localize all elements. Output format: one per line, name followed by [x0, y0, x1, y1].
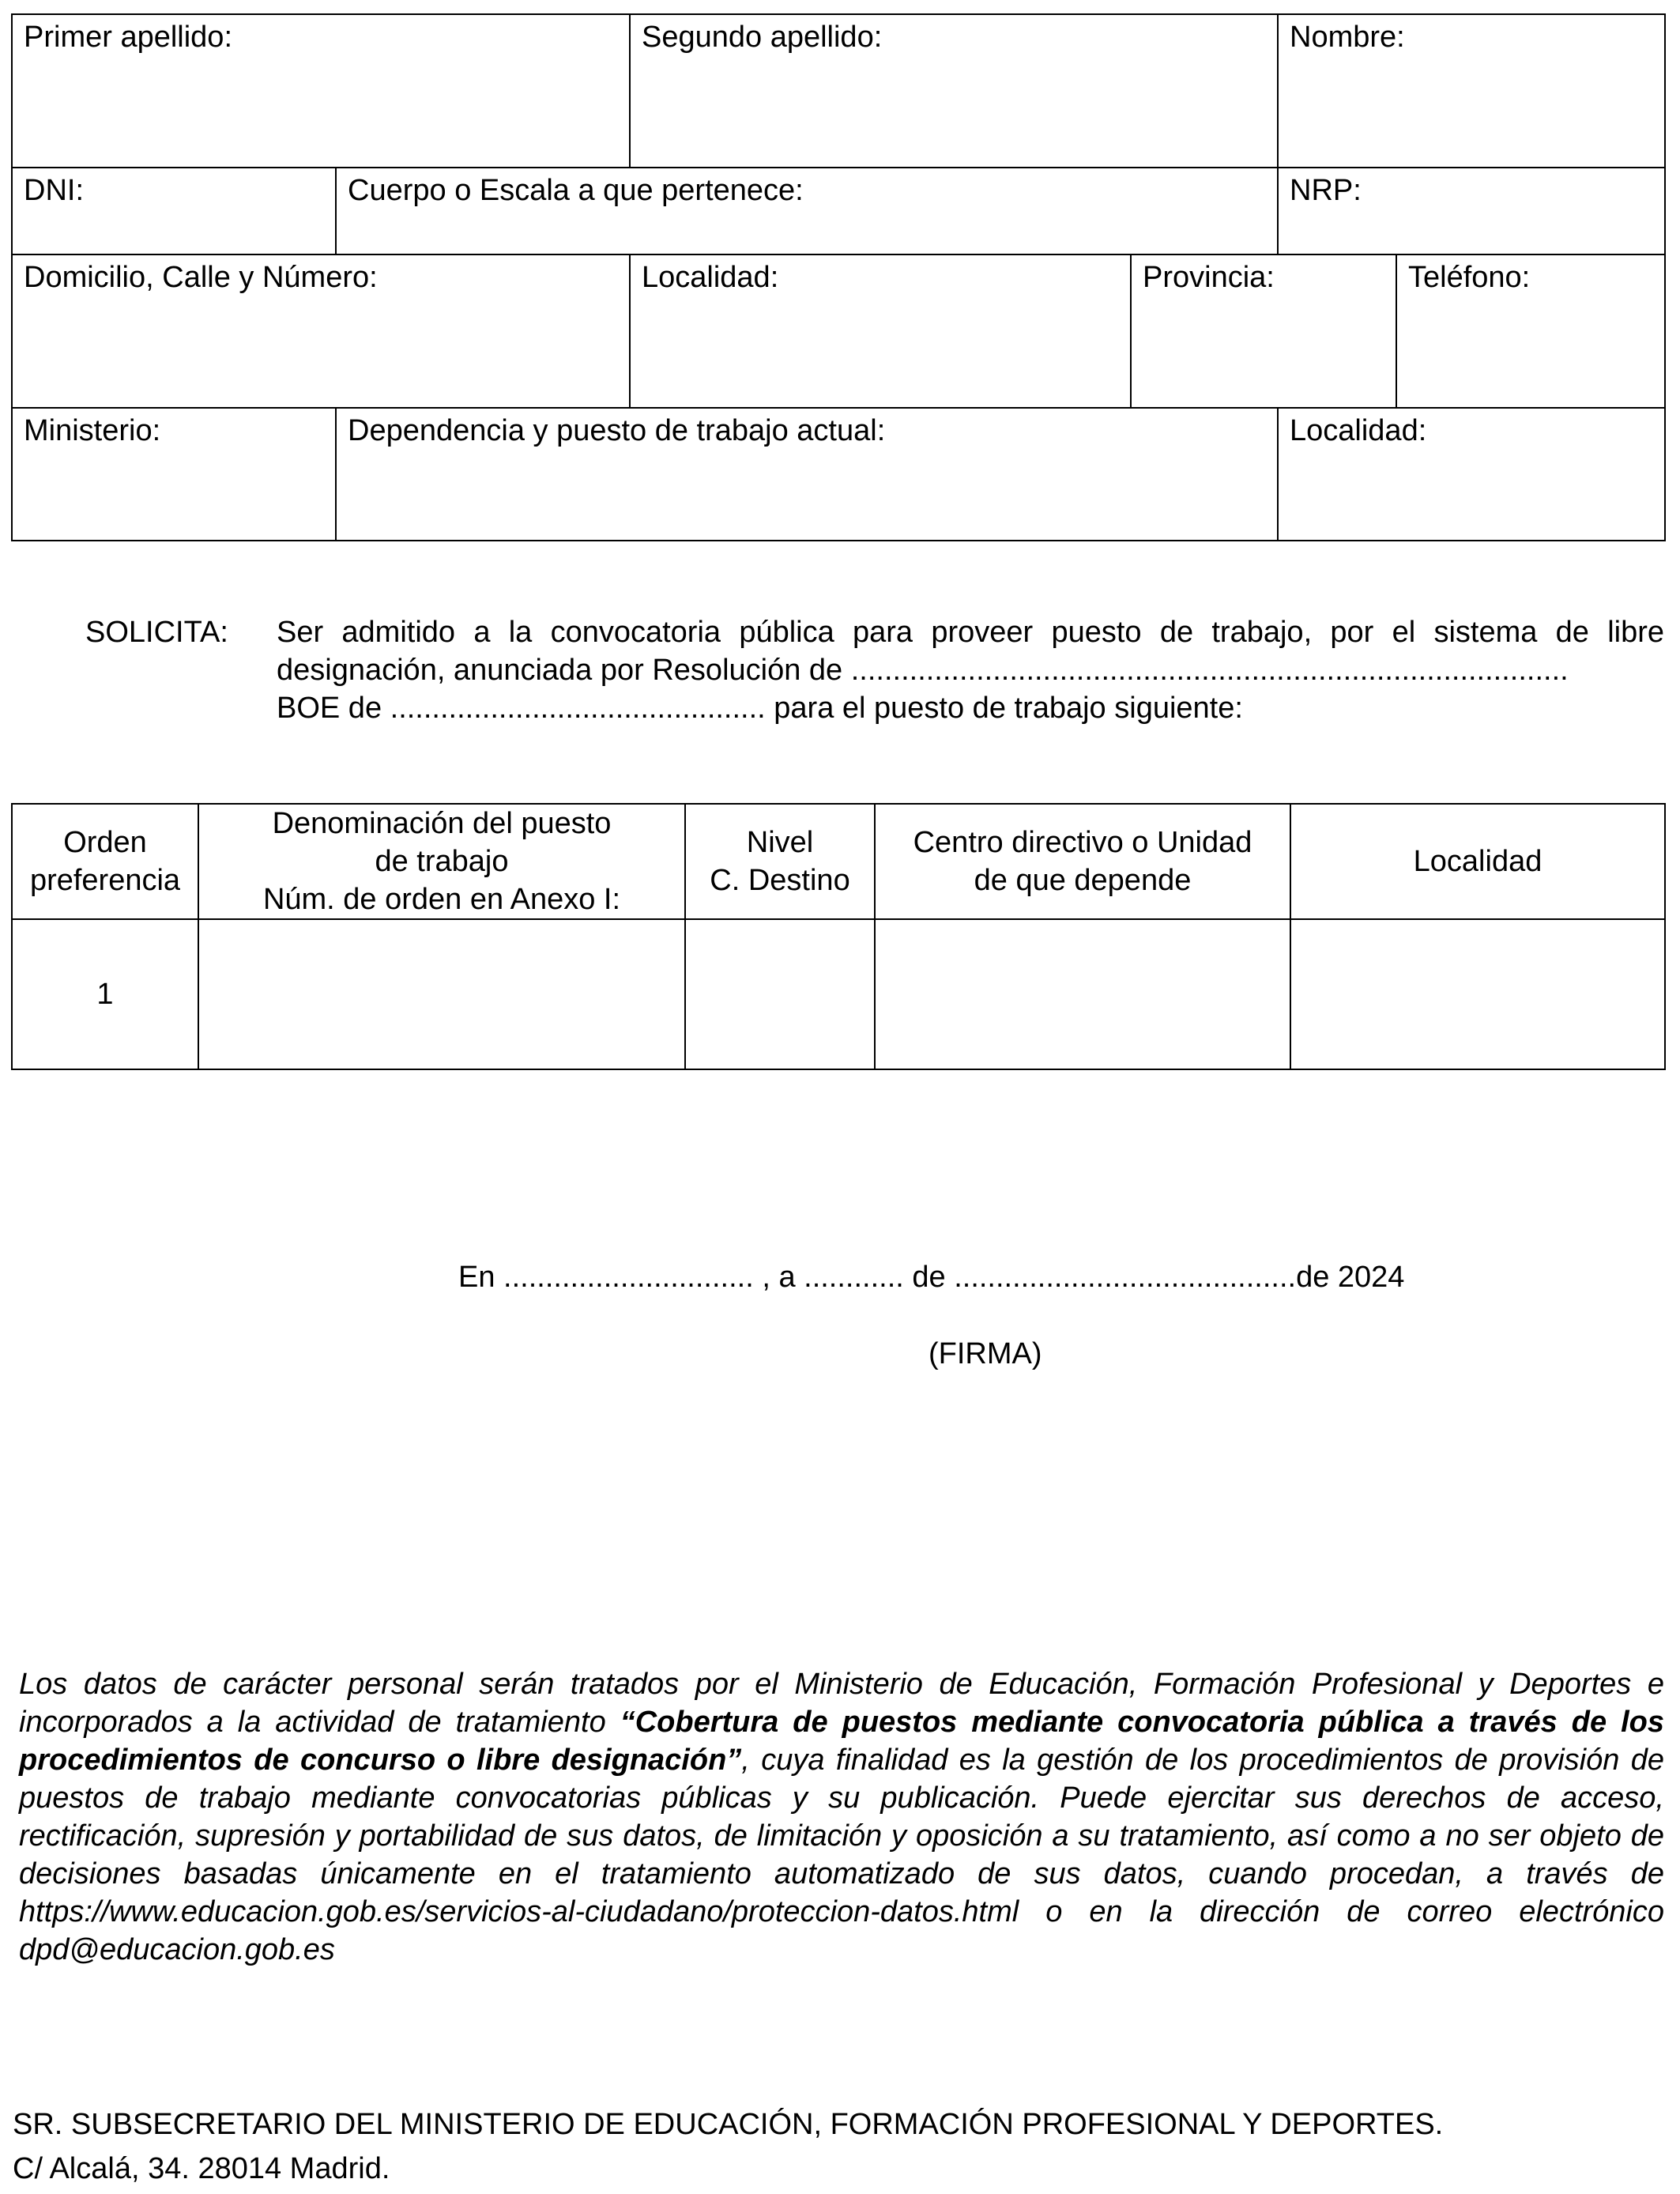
dependencia-label: Dependencia y puesto de trabajo actual:: [348, 414, 886, 447]
solicita-line-2: designación, anunciada por Resolución de ......................................................................................: [277, 654, 1569, 687]
localidad-trabajo-field[interactable]: [1278, 408, 1665, 541]
dni-field[interactable]: [12, 168, 336, 254]
header-denominacion: [198, 804, 685, 919]
localidad-field[interactable]: [630, 254, 1131, 408]
personal-row-job: [12, 408, 1665, 541]
solicita-line-3: BOE de ............................................. para el puesto de trabajo siguiente:: [277, 692, 1243, 725]
header-centro-line: Centro directivo o Unidad: [913, 826, 1252, 859]
privacy-treatment-name: “Cobertura de puestos mediante convocatoria pública a través de los procedimientos de concurso o libre designación”: [19, 1706, 1664, 1777]
denominacion-cell[interactable]: [198, 919, 685, 1069]
header-nivel: [685, 804, 875, 919]
personal-row-address: [12, 254, 1665, 408]
header-denominacion-line: de trabajo: [375, 845, 509, 878]
cuerpo-label: Cuerpo o Escala a que pertenece:: [348, 174, 804, 207]
cuerpo-field[interactable]: [336, 168, 1278, 254]
positions-header-row: [12, 804, 1665, 919]
addressee-line-1: SR. SUBSECRETARIO DEL MINISTERIO DE EDUCACIÓN, FORMACIÓN PROFESIONAL Y DEPORTES.: [13, 2108, 1444, 2141]
privacy-text-part2: , cuya finalidad es la gestión de los procedimientos de provisión de puestos de trabajo mediante convocatorias públicas y su publicación. Puede ejercitar sus derechos de acceso, rectificación, supresión y portabilidad de sus datos, de limitación y oposición a su tratamiento, así como a no ser objeto de decisiones basadas únicamente en el tratamiento automatizado de sus datos, cuando procedan, a través de https://www.educacion.gob.es/servicios-al-ciudadano/proteccion-datos.html o en la dirección de correo electrónico dpd@educacion.gob.es: [19, 1744, 1664, 1966]
firma-label: (FIRMA): [929, 1337, 1042, 1370]
privacy-text-part1: Los datos de carácter personal serán tratados por el Ministerio de Educación, Formación Profesional y Deportes e incorporados a la actividad de tratamiento: [19, 1668, 1664, 1739]
header-denominacion-line: Denominación del puesto: [272, 807, 612, 840]
nombre-label: Nombre:: [1290, 21, 1405, 54]
header-localidad: [1290, 804, 1665, 919]
localidad-cell[interactable]: [1290, 919, 1665, 1069]
nrp-field[interactable]: [1278, 168, 1665, 254]
header-orden-line: Orden: [63, 826, 147, 859]
positions-table: [11, 803, 1666, 1070]
privacy-notice: [19, 1665, 1664, 1969]
addressee-line-2: C/ Alcalá, 34. 28014 Madrid.: [13, 2152, 390, 2185]
domicilio-label: Domicilio, Calle y Número:: [24, 261, 378, 294]
segundo-apellido-field[interactable]: [630, 14, 1278, 168]
date-line: En .............................. , a ............ de .........................................de 2024: [458, 1261, 1405, 1294]
segundo-apellido-label: Segundo apellido:: [642, 21, 883, 54]
header-denominacion-line: Núm. de orden en Anexo I:: [262, 883, 621, 916]
table-row: [12, 919, 1665, 1069]
localidad-label: Localidad:: [642, 261, 779, 294]
dni-label: DNI:: [24, 174, 84, 207]
nivel-cell[interactable]: [685, 919, 875, 1069]
header-nivel-line: Nivel: [746, 826, 814, 859]
provincia-field[interactable]: [1131, 254, 1396, 408]
domicilio-field[interactable]: [12, 254, 630, 408]
header-centro: [875, 804, 1290, 919]
ministerio-field[interactable]: [12, 408, 336, 541]
personal-row-names: [12, 14, 1665, 168]
primer-apellido-label: Primer apellido:: [24, 21, 232, 54]
dependencia-field[interactable]: [336, 408, 1278, 541]
provincia-label: Provincia:: [1143, 261, 1275, 294]
ministerio-label: Ministerio:: [24, 414, 161, 447]
telefono-label: Teléfono:: [1408, 261, 1531, 294]
centro-cell[interactable]: [875, 919, 1290, 1069]
solicita-label: SOLICITA:: [85, 616, 228, 649]
solicita-text: [277, 613, 1664, 727]
header-localidad-line: Localidad: [1413, 845, 1543, 878]
personal-row-ids: [12, 168, 1665, 254]
orden-cell: 1: [12, 919, 198, 1069]
personal-data-table: [11, 13, 1666, 541]
telefono-field[interactable]: [1396, 254, 1665, 408]
localidad-trabajo-label: Localidad:: [1290, 414, 1427, 447]
solicita-line-1: Ser admitido a la convocatoria pública para proveer puesto de trabajo, por el sistema de libre: [277, 616, 1664, 649]
nrp-label: NRP:: [1290, 174, 1362, 207]
addressee: [13, 2102, 1443, 2191]
header-nivel-line: C. Destino: [710, 864, 850, 897]
nombre-field[interactable]: [1278, 14, 1665, 168]
primer-apellido-field[interactable]: [12, 14, 630, 168]
header-orden: [12, 804, 198, 919]
header-orden-line: preferencia: [29, 864, 181, 897]
header-centro-line: de que depende: [974, 864, 1192, 897]
